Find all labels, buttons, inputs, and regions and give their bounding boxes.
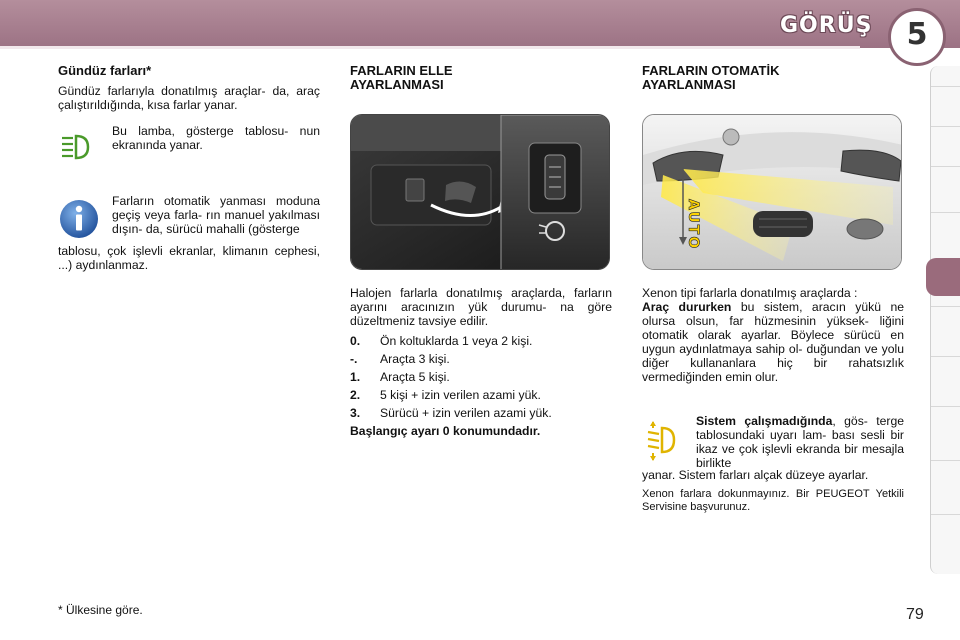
daytime-lights-intro: Gündüz farlarıyla donatılmış araçlar- da, araç çalıştırıldığında, kısa farlar yanar. bbox=[58, 84, 320, 112]
fault-warning-text bbox=[696, 414, 904, 470]
tab-divider bbox=[931, 356, 960, 357]
info-note bbox=[58, 194, 320, 250]
chapter-tabs bbox=[930, 66, 960, 574]
car-front-photo bbox=[642, 114, 902, 270]
xenon-note: Xenon farlara dokunmayınız. Bir PEUGEOT Yetkili Servisine başvurunuz. bbox=[642, 488, 904, 513]
tab-divider bbox=[931, 406, 960, 407]
manual-adjustment-intro: Halojen farlarla donatılmış araçlarda, farların ayarını aracınızın yük durumu- na göre düzeltmeniz tavsiye edilir. bbox=[350, 286, 612, 328]
chapter-number: 5 bbox=[906, 17, 928, 52]
load-setting-list bbox=[350, 334, 612, 420]
setting-key: 0. bbox=[350, 334, 361, 348]
list-item bbox=[350, 352, 612, 366]
intro-bold: Araç dururken bbox=[642, 300, 732, 314]
section-title bbox=[642, 64, 904, 92]
info-note-continued: tablosu, çok işlevli ekranlar, klimanın cephesi, ...) aydınlanmaz. bbox=[58, 244, 320, 272]
fault-warning-continued: yanar. Sistem farları alçak düzeye ayarlar. bbox=[642, 468, 869, 482]
section-title-line: AYARLANMASI bbox=[642, 77, 736, 92]
tab-divider bbox=[931, 166, 960, 167]
setting-key: 1. bbox=[350, 370, 361, 384]
lamp-note bbox=[58, 124, 320, 168]
headlamp-adjuster-photo bbox=[350, 114, 610, 270]
lamp-note-text: Bu lamba, gösterge tablosu- nun ekranında yanar. bbox=[112, 124, 320, 152]
setting-text: 5 kişi + izin verilen azami yük. bbox=[380, 388, 541, 402]
fault-warning-note bbox=[642, 414, 904, 472]
page-number: 79 bbox=[906, 606, 924, 623]
intro-rest: bu sistem, aracın yükü ne olursa olsun, far hüzmesinin yüksek- liğini otomatik olarak ayarlar. Böylece sürücü en uygun aydınlatmaya sahip ol- duğundan ve yolu diğer kullananlara hiç bir rahatsızlık vermediğinden emin olur. bbox=[642, 300, 904, 384]
list-item bbox=[350, 406, 612, 420]
footnote: * Ülkesine göre. bbox=[58, 603, 143, 617]
section-title-line: AYARLANMASI bbox=[350, 77, 444, 92]
list-item bbox=[350, 370, 612, 384]
setting-key: 2. bbox=[350, 388, 361, 402]
header-divider bbox=[0, 46, 860, 49]
section-title-line: FARLARIN ELLE bbox=[350, 63, 453, 78]
tab-divider bbox=[931, 86, 960, 87]
tab-divider bbox=[931, 126, 960, 127]
intro-lead: Xenon tipi farlarla donatılmış araçlarda : bbox=[642, 286, 858, 300]
daytime-lights-section bbox=[58, 64, 320, 278]
setting-key: 3. bbox=[350, 406, 361, 420]
chapter-badge bbox=[888, 8, 946, 66]
setting-text: Sürücü + izin verilen azami yük. bbox=[380, 406, 552, 420]
headlamp-fault-icon bbox=[642, 420, 684, 460]
tab-divider bbox=[931, 306, 960, 307]
setting-key: -. bbox=[350, 352, 358, 366]
setting-text: Araçta 3 kişi. bbox=[380, 352, 450, 366]
info-icon bbox=[58, 198, 100, 238]
tab-divider bbox=[931, 460, 960, 461]
fault-bold: Sistem çalışmadığında bbox=[696, 414, 833, 428]
section-title: Gündüz farları* bbox=[58, 63, 152, 78]
info-note-text: Farların otomatik yanması moduna geçiş veya farla- rın manuel yakılması dışın- da, sürücü mahalli (gösterge bbox=[112, 194, 320, 236]
list-item bbox=[350, 334, 612, 348]
manual-adjustment-section bbox=[350, 64, 612, 438]
automatic-adjustment-section bbox=[642, 64, 904, 520]
section-title-line: FARLARIN OTOMATİK bbox=[642, 63, 780, 78]
auto-label: AUTO bbox=[685, 199, 701, 251]
tab-divider bbox=[931, 212, 960, 213]
setting-text: Ön koltuklarda 1 veya 2 kişi. bbox=[380, 334, 533, 348]
automatic-adjustment-intro bbox=[642, 286, 904, 384]
tab-active-chapter[interactable] bbox=[926, 258, 960, 296]
tab-divider bbox=[931, 514, 960, 515]
section-title bbox=[350, 64, 612, 92]
initial-setting-note: Başlangıç ayarı 0 konumundadır. bbox=[350, 424, 541, 438]
daytime-light-icon bbox=[58, 132, 100, 172]
setting-text: Araçta 5 kişi. bbox=[380, 370, 450, 384]
list-item bbox=[350, 388, 612, 402]
fault-inline: , gös- terge tablosundaki uyarı lam- bası sesli bir ikaz ve çok işlevli ekranda bir mesajla birlikte bbox=[696, 414, 904, 470]
chapter-title: GÖRÜŞ bbox=[780, 13, 873, 38]
